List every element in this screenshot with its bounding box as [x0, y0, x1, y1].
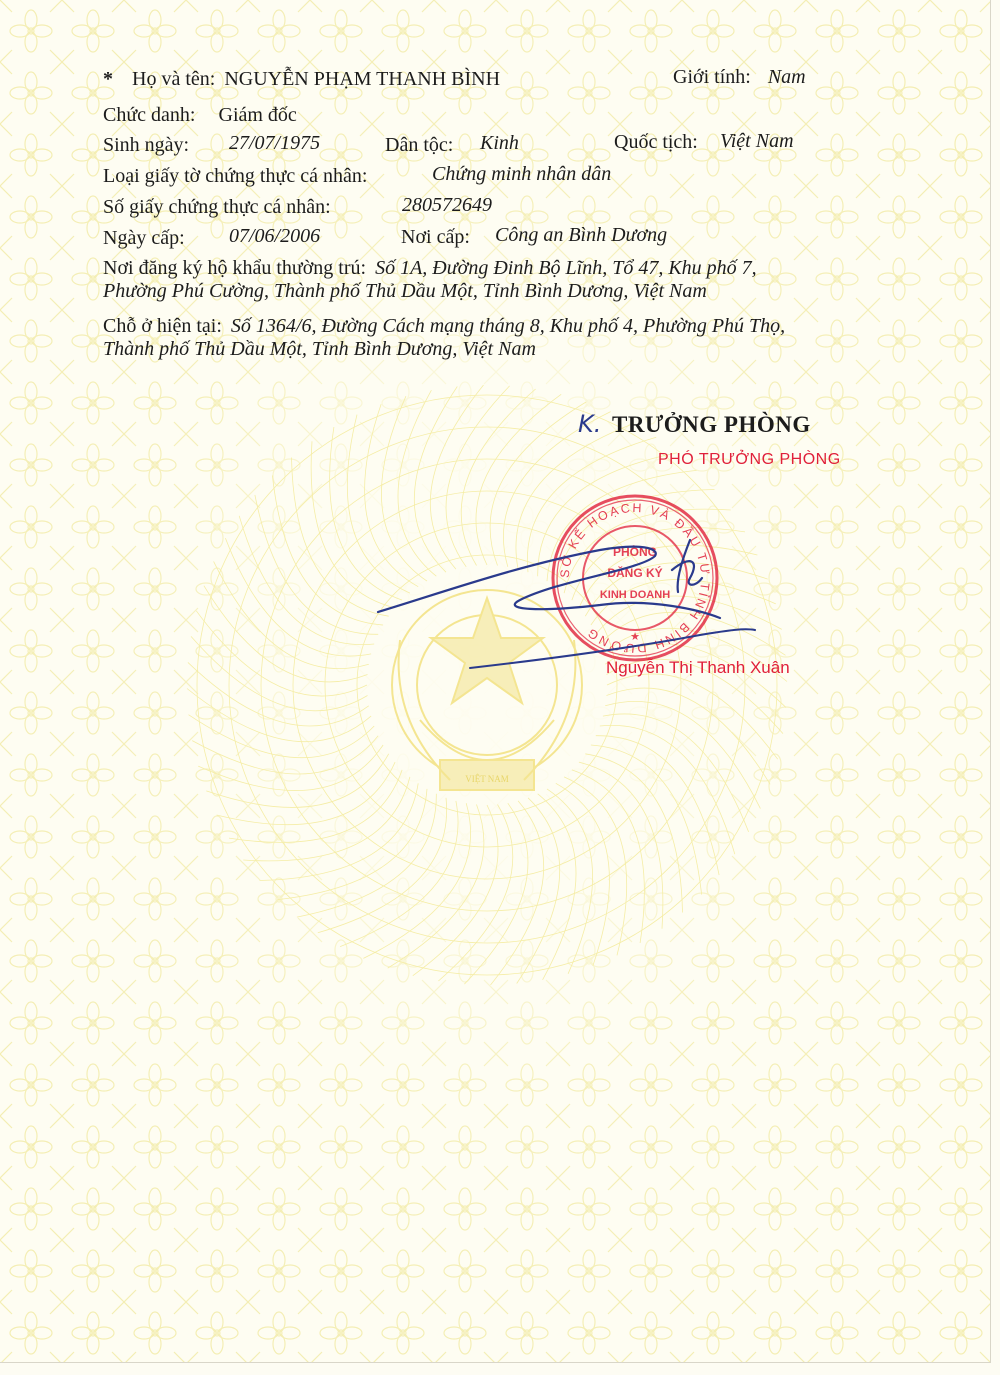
nationality-label: Quốc tịch:: [614, 131, 698, 153]
id-type-label: Loại giấy tờ chứng thực cá nhân:: [103, 165, 368, 187]
ethnicity-value: Kinh: [480, 132, 519, 154]
issue-date-value: 07/06/2006: [229, 225, 321, 247]
signature-subtitle: PHÓ TRƯỞNG PHÒNG: [658, 451, 841, 468]
issue-place-label: Nơi cấp:: [401, 226, 470, 248]
permanent-address-line1: Số 1A, Đường Đinh Bộ Lĩnh, Tổ 47, Khu phố 7,: [375, 257, 757, 279]
position-value: Giám đốc: [218, 104, 297, 126]
current-address-line1: Số 1364/6, Đường Cách mạng tháng 8, Khu phố 4, Phường Phú Thọ,: [230, 315, 786, 337]
name-label: Họ và tên:: [132, 68, 216, 90]
stamp-center-line2: ĐĂNG KÝ: [607, 566, 663, 580]
dob-label-wrap: [103, 133, 189, 157]
position-label: Chức danh:: [103, 104, 196, 126]
position-row: [103, 103, 297, 127]
name-row: [103, 67, 500, 91]
id-number-label: Số giấy chứng thực cá nhân:: [103, 196, 331, 218]
issue-date-label: Ngày cấp:: [103, 227, 185, 249]
current-address-line2: Thành phố Thủ Dầu Một, Tỉnh Bình Dương, Việt Nam: [103, 338, 536, 360]
gender-label: Giới tính:: [673, 66, 751, 88]
signer-name: Nguyễn Thị Thanh Xuân: [606, 658, 790, 677]
stamp-center-line3: KINH DOANH: [599, 589, 671, 601]
issue-place-value: Công an Bình Dương: [495, 224, 668, 246]
id-type-value: Chứng minh nhân dân: [432, 163, 612, 185]
permanent-address-row: [103, 256, 757, 280]
name-value: NGUYỄN PHẠM THANH BÌNH: [224, 68, 501, 90]
gender-row: [673, 65, 806, 89]
dob-value: 27/07/1975: [229, 132, 321, 154]
permanent-address-line2: Phường Phú Cường, Thành phố Thủ Dầu Một, Tỉnh Bình Dương, Việt Nam: [103, 280, 707, 302]
gender-value: Nam: [767, 66, 806, 88]
stamp-ring-text: SỞ KẾ HOẠCH VÀ ĐẦU TƯ TỈNH BÌNH DƯƠNG: [557, 500, 713, 656]
official-stamp: [545, 488, 725, 668]
stamp-center-line1: PHÒNG: [612, 545, 658, 559]
signature-title: TRƯỞNG PHÒNG: [612, 412, 811, 437]
bullet: *: [103, 68, 113, 90]
dob-label: Sinh ngày:: [103, 134, 190, 156]
nationality-value: Việt Nam: [720, 130, 794, 152]
current-address-row: [103, 314, 785, 338]
permanent-address-label: Nơi đăng ký hộ khẩu thường trú:: [103, 257, 367, 279]
emblem-ribbon-text: VIỆT NAM: [465, 774, 509, 784]
current-address-label: Chỗ ở hiện tại:: [103, 315, 222, 337]
id-number-value: 280572649: [402, 194, 492, 216]
ethnicity-label: Dân tộc:: [385, 134, 454, 156]
stamp-star: ★: [630, 630, 640, 643]
initial-mark: K.: [578, 410, 602, 438]
